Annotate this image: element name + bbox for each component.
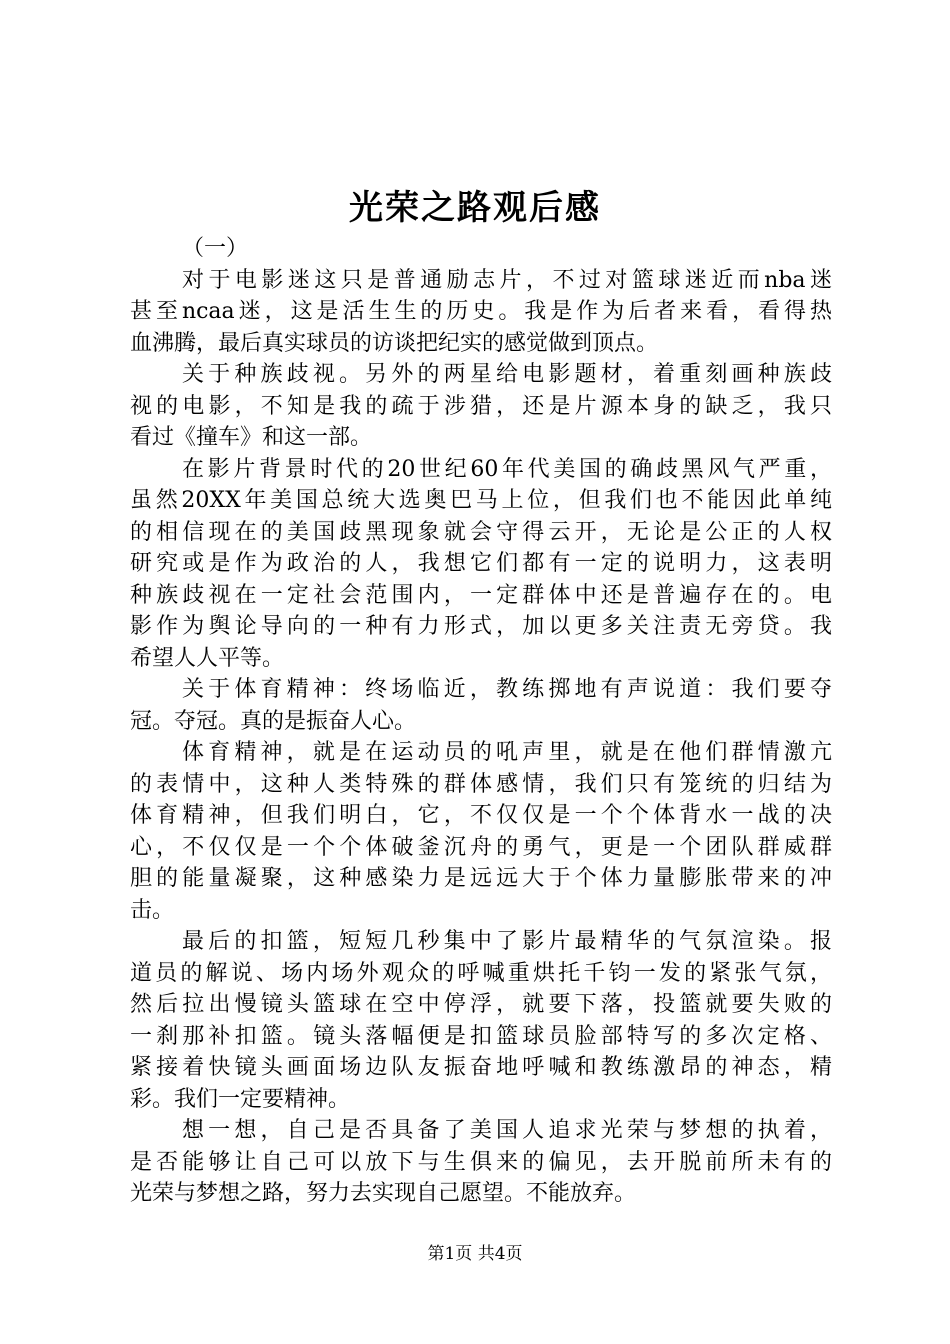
text-line: 一刹那补扣篮。镜头落幅便是扣篮球员脸部特写的多次定格、 xyxy=(130,1023,832,1049)
text-line: 希望人人平等。 xyxy=(130,645,285,671)
document-title: 光荣之路观后感 xyxy=(349,188,601,228)
paragraph xyxy=(130,674,832,737)
text-line: 最后的扣篮，短短几秒集中了影片最精华的气氛渲染。报 xyxy=(182,929,832,954)
document-body xyxy=(130,233,832,1210)
text-line: 是否能够让自己可以放下与生俱来的偏见，去开脱前所未有的 xyxy=(130,1149,832,1175)
text-line: 血沸腾，最后真实球员的访谈把纪实的感觉做到顶点。 xyxy=(130,330,659,356)
text-line: 对于电影迷这只是普通励志片，不过对篮球迷近而nba迷 xyxy=(182,267,832,293)
text-line: 视的电影，不知是我的疏于涉猎，还是片源本身的缺乏，我只 xyxy=(130,393,832,419)
text-line: 胆的能量凝聚，这种感染力是远远大于个体力量膨胀带来的冲 xyxy=(130,866,832,891)
text-line: 击。 xyxy=(130,897,175,923)
text-line: 体育精神，但我们明白，它，不仅仅是一个个体背水一战的决 xyxy=(130,803,832,828)
text-line: 种族歧视在一定社会范围内，一定群体中还是普遍存在的。电 xyxy=(130,582,832,608)
text-line: 想一想，自己是否具备了美国人追求光荣与梦想的执着， xyxy=(182,1118,832,1143)
section-marker: （一） xyxy=(182,236,249,261)
text-line: 的表情中，这种人类特殊的群体感情，我们只有笼统的归结为 xyxy=(130,771,832,797)
text-line: 彩。我们一定要精神。 xyxy=(130,1086,351,1112)
text-line: 关于体育精神：终场临近，教练掷地有声说道：我们要夺 xyxy=(182,677,832,702)
text-line: 道员的解说、场内场外观众的呼喊重烘托千钧一发的紧张气氛， xyxy=(130,960,832,986)
text-line: 心，不仅仅是一个个体破釜沉舟的勇气，更是一个团队群威群 xyxy=(130,834,832,860)
paragraph xyxy=(130,454,832,675)
text-line: 甚至ncaa迷，这是活生生的历史。我是作为后者来看，看得热 xyxy=(130,299,832,324)
text-line: 的相信现在的美国歧黑现象就会守得云开，无论是公正的人权 xyxy=(130,519,832,545)
text-line: 看过《撞车》和这一部。 xyxy=(130,425,373,450)
text-line: 然后拉出慢镜头篮球在空中停浮，就要下落，投篮就要失败的 xyxy=(130,992,832,1017)
text-line: 影作为舆论导向的一种有力形式，加以更多关注责无旁贷。我 xyxy=(130,614,832,639)
text-line: 体育精神，就是在运动员的吼声里，就是在他们群情激亢 xyxy=(182,740,832,765)
text-line: 光荣与梦想之路，努力去实现自己愿望。不能放弃。 xyxy=(130,1181,637,1206)
paragraph xyxy=(130,1115,832,1210)
paragraph xyxy=(130,359,832,454)
text-line: 冠。夺冠。真的是振奋人心。 xyxy=(130,708,417,734)
paragraph xyxy=(130,265,832,360)
text-line: 在影片背景时代的20世纪60年代美国的确歧黑风气严重， xyxy=(182,456,832,482)
text-line: 虽然20XX年美国总统大选奥巴马上位，但我们也不能因此单纯 xyxy=(130,488,832,513)
paragraph xyxy=(130,926,832,1115)
text-line: 关于种族歧视。另外的两星给电影题材，着重刻画种族歧 xyxy=(182,362,832,387)
text-line: 研究或是作为政治的人，我想它们都有一定的说明力，这表明 xyxy=(130,551,832,576)
text-line: 紧接着快镜头画面场边队友振奋地呼喊和教练激昂的神态，精 xyxy=(130,1055,832,1080)
paragraph xyxy=(130,737,832,926)
page-footer: 第1页 共4页 xyxy=(427,1244,523,1264)
